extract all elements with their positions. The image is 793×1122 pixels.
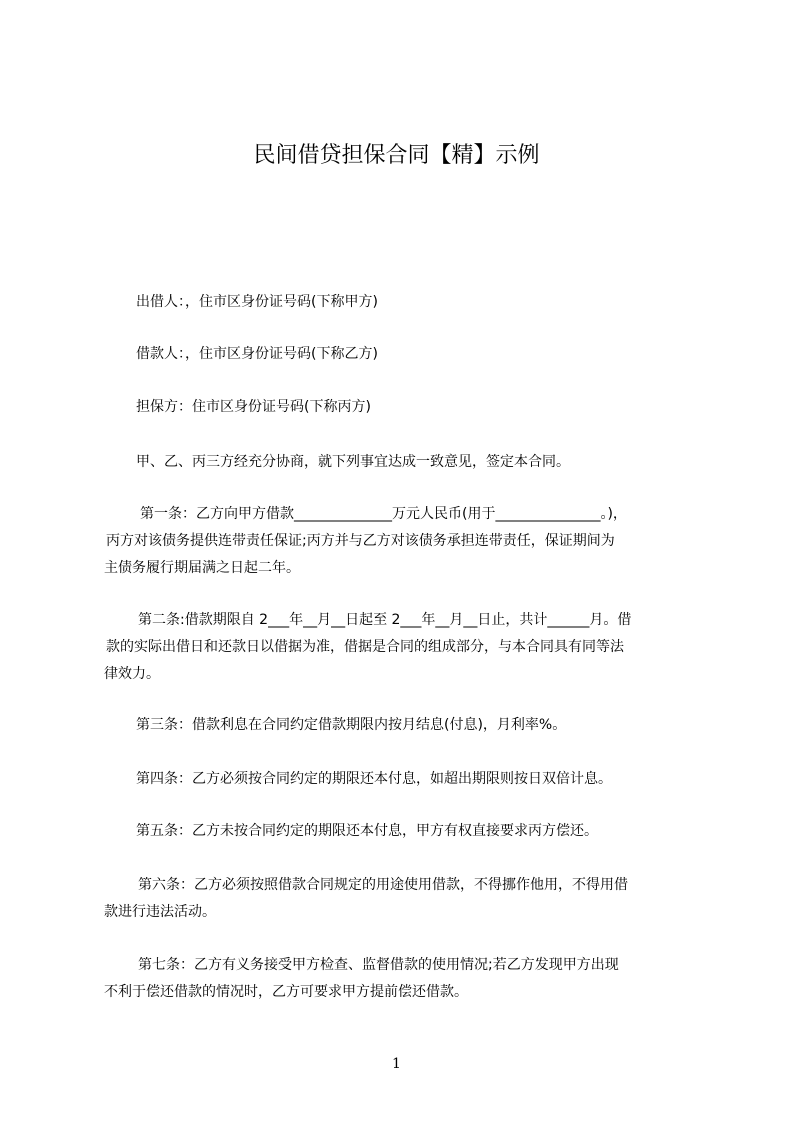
- article-3: [104, 712, 704, 739]
- paragraph-line: 律效力。: [104, 666, 160, 682]
- paragraph-line: 款的实际出借日和还款日以借据为准，借据是合同的组成部分，与本合同具有同等法: [106, 639, 624, 655]
- article-4: [104, 766, 704, 793]
- paragraph-line: 第六条：乙方必须按照借款合同规定的用途使用借款，不得挪作他用，不得用借: [138, 877, 628, 893]
- article-6: [104, 872, 704, 926]
- page-number: 1: [392, 1056, 401, 1072]
- document-title: 民间借贷担保合同【精】示例: [253, 143, 540, 168]
- paragraph-line: 第五条：乙方未按合同约定的期限还本付息，甲方有权直接要求丙方偿还。: [136, 823, 598, 839]
- paragraph-line: 第七条：乙方有义务接受甲方检查、监督借款的使用情况;若乙方发现甲方出现: [138, 957, 619, 973]
- paragraph-line: 借款人：，住市区身份证号码(下称乙方): [136, 346, 378, 362]
- paragraph-borrower: [104, 341, 704, 368]
- paragraph-line: 丙方对该债务提供连带责任保证;丙方并与乙方对该债务承担连带责任，保证期间为: [106, 533, 615, 549]
- article-7: [104, 952, 704, 1006]
- paragraph-guarantor: [104, 394, 704, 421]
- paragraph-lender: [104, 289, 704, 316]
- paragraph-line: 第三条：借款利息在合同约定借款期限内按月结息(付息)，月利率%。: [136, 717, 567, 733]
- paragraph-line: 出借人：，住市区身份证号码(下称甲方): [136, 294, 378, 310]
- article-5: [104, 818, 704, 845]
- paragraph-line: 第二条:借款期限自 2___年__月__日起至 2___年__月__日止，共计______月。借: [138, 612, 632, 628]
- paragraph-line: 不利于偿还借款的情况时，乙方可要求甲方提前偿还借款。: [104, 984, 468, 1000]
- paragraph-line: 款进行违法活动。: [104, 904, 216, 920]
- paragraph-preamble: [104, 449, 704, 476]
- paragraph-line: 第四条：乙方必须按合同约定的期限还本付息，如超出期限则按日双倍计息。: [136, 771, 612, 787]
- paragraph-line: 第一条：乙方向甲方借款______________万元人民币(用于_______________。)，: [140, 506, 627, 522]
- article-2: [104, 607, 704, 688]
- paragraph-line: 担保方：住市区身份证号码(下称丙方): [136, 399, 371, 415]
- paragraph-line: 甲、乙、丙三方经充分协商，就下列事宜达成一致意见，签定本合同。: [136, 454, 570, 470]
- paragraph-line: 主债务履行期届满之日起二年。: [104, 560, 300, 576]
- article-1: [104, 501, 704, 582]
